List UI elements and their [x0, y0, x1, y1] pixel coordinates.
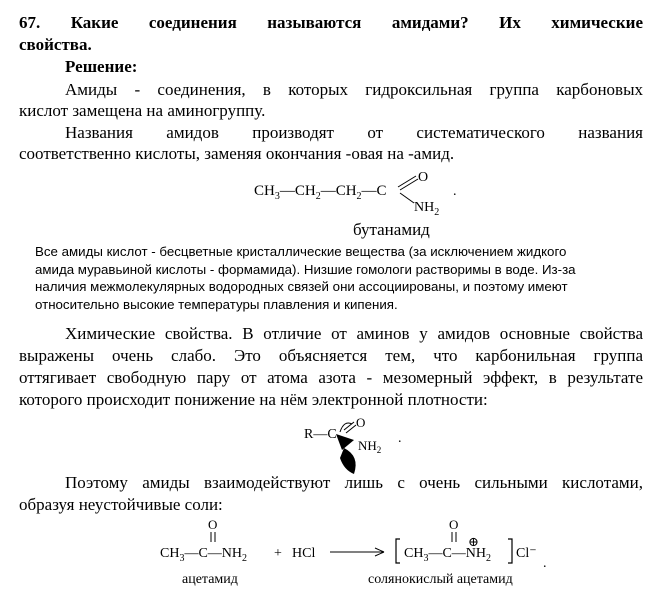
reactant-formula: $CH_3—C—NH_2$: [160, 546, 248, 564]
svg-text:O: O: [208, 517, 218, 532]
butanamide-formula: [250, 163, 480, 223]
positive-charge: ⊕: [468, 534, 479, 549]
product-formula: $CH_3—C—NH_2$: [404, 546, 492, 564]
formula2-dot: .: [398, 431, 402, 446]
mesomeric-diagram: [300, 412, 420, 480]
note-block: [35, 243, 635, 313]
product-name: солянокислый ацетамид: [368, 572, 513, 587]
oxygen-label: O: [356, 415, 366, 430]
para2-line1: Названия амидов производят от систематического названия: [65, 123, 643, 142]
formula1-dot: .: [453, 184, 457, 199]
plus-sign: +: [274, 546, 282, 561]
note-line: наличия межмолекулярных водородных связей они ассоциированы, и поэтому имеют: [35, 279, 568, 294]
chloride-anion: Cl⁻: [516, 546, 537, 561]
para1-line2: кислот замещена на аминогруппу.: [19, 101, 266, 120]
note-line: Все амиды кислот - бесцветные кристаллические вещества (за исключением жидкого: [35, 244, 567, 259]
svg-text:NH2: $NH_2$: [358, 438, 382, 455]
oxygen-label: O: [418, 170, 429, 185]
title-line-1: 67. Какие соединения называются амидами? Их химические: [19, 13, 643, 32]
reaction-equation: [150, 515, 560, 589]
para1-line1: Амиды - соединения, в которых гидроксильная группа карбоновых: [65, 80, 643, 99]
para4-line2: образуя неустойчивые соли:: [19, 495, 223, 514]
reaction-dot: .: [543, 556, 547, 571]
para3-line4: которого происходит понижение на нём электронной плотности:: [19, 390, 488, 409]
reactant-name: ацетамид: [182, 572, 238, 587]
para3-line3: оттягивает свободную пару от атома азота - мезомерный эффект, в результате: [19, 368, 643, 387]
title-line-2: свойства.: [19, 35, 92, 54]
svg-text:R—C: R—C: [304, 427, 337, 442]
note-line: амида муравьиной кислоты - формамида). Низшие гомологи растворимы в воде. Из-за: [35, 261, 576, 277]
svg-text:O: O: [449, 517, 459, 532]
svg-text:CH3—CH2—CH2—C: $CH_3—CH_2—CH_2—C$: [254, 183, 387, 202]
solution-label: Решение:: [65, 57, 138, 76]
para3-line2: выражены очень слабо. Это объясняется тем, что карбонильная группа: [19, 346, 643, 365]
note-line: относительно высокие температуры плавления и кипения.: [35, 296, 398, 312]
para3-line1: Химические свойства. В отличие от аминов у амидов основные свойства: [65, 324, 643, 343]
para4-line1: Поэтому амиды взаимодействуют лишь с очень сильными кислотами,: [65, 473, 643, 492]
para2-line2: соответственно кислоты, заменяя окончания -овая на -амид.: [19, 144, 455, 163]
amine-label: $NH_2$: [414, 200, 440, 218]
hcl-label: HCl: [292, 546, 316, 561]
butanamide-name: бутанамид: [353, 220, 430, 239]
